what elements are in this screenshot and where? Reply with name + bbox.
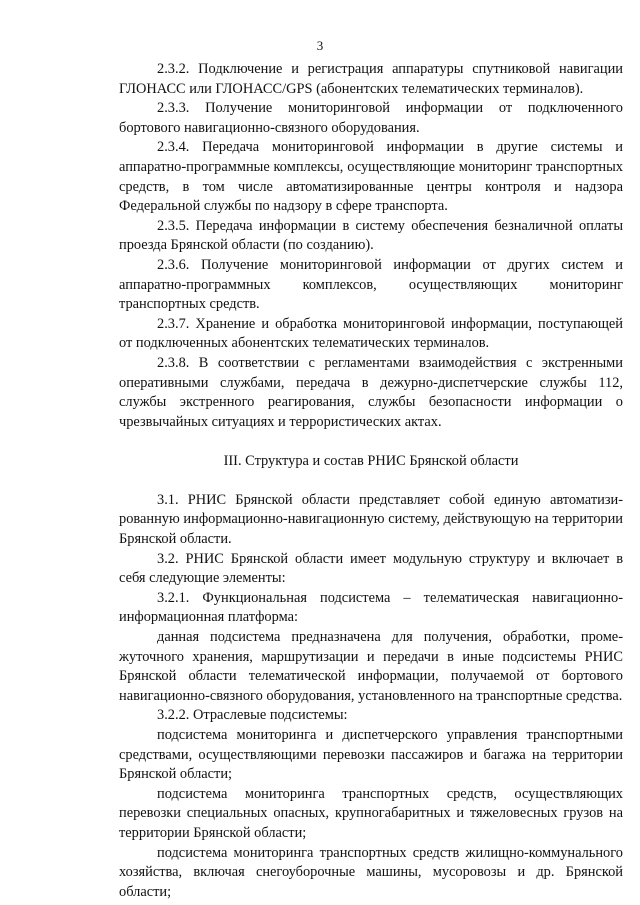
paragraph-passenger-subsystem: подсистема мониторинга и диспетчерского управления транспортными средствами, осуществляющими перевозки пассажиров и багажа на территории Брянской области; — [119, 727, 623, 783]
section-heading: III. Структура и состав РНИС Брянской области — [223, 453, 519, 470]
paragraph-utilities-subsystem: подсистема мониторинга транспортных средств жилищно-коммунального хозяйства, включая снегоуборочные машины, мусоровозы и др. Брянской области; — [119, 844, 623, 900]
paragraph-2-3-5: 2.3.5. Передача информации в систему обеспечения безналичной оплаты проезда Брянской области (по созданию). — [119, 217, 623, 254]
paragraph-3-1: 3.1. РНИС Брянской области представляет собой единую автоматизированную информационно-навигационную систему, действующую на территории Брянской области. — [119, 491, 623, 548]
paragraph-3-2-2: 3.2.2. Отраслевые подсистемы: — [157, 707, 348, 724]
paragraph-platform-description: данная подсистема предназначена для получения, обработки, промежуточного хранения, маршрутизации и передачи в иные подсистемы РНИС Брянской области телематической информации, получаемой от бортового навигационно-связного оборудования, установленного на транспортные средства. — [119, 629, 623, 704]
paragraph-3-2: 3.2. РНИС Брянской области имеет модульную структуру и включает в себя следующие элементы: — [119, 550, 623, 587]
paragraph-2-3-7: 2.3.7. Хранение и обработка мониторинговой информации, поступающей от подключенных абонентских телематических терминалов. — [119, 315, 623, 352]
paragraph-2-3-4: 2.3.4. Передача мониторинговой информации в другие системы и аппаратно-программные комплексы, осуществляющие мониторинг транспортных средств, в том числе автоматизированные центры контроля и надзора Федеральной службы по надзору в сфере транспорта. — [119, 139, 623, 215]
paragraph-cargo-subsystem: подсистема мониторинга транспортных средств, осуществляющих перевозки специальных опасных, крупногабаритных и тяжеловесных грузов на территории Брянской области; — [119, 785, 623, 841]
paragraph-2-3-2: 2.3.2. Подключение и регистрация аппаратуры спутниковой навигации ГЛОНАСС или ГЛОНАСС/GPS (абонентских телематических терминалов). — [119, 61, 623, 97]
paragraph-2-3-8: 2.3.8. В соответствии с регламентами взаимодействия с экстренными оперативными службами, передача в дежурно-диспетчерские службы 112, службы экстренного реагирования, службы безопасности информации о чрезвычайных ситуациях и террористических актах. — [119, 354, 623, 430]
paragraph-2-3-6: 2.3.6. Получение мониторинговой информации от других систем и аппаратно-программных комплексов, осуществляющих мониторинг транспортных средств. — [119, 256, 623, 313]
document-body — [119, 60, 623, 902]
paragraph-3-2-1: 3.2.1. Функциональная подсистема – телематическая навигационно-информационная платформа: — [119, 589, 623, 626]
paragraph-2-3-3: 2.3.3. Получение мониторинговой информации от подключенного бортового навигационно-связного оборудования. — [119, 100, 623, 136]
page-number: 3 — [316, 38, 324, 53]
